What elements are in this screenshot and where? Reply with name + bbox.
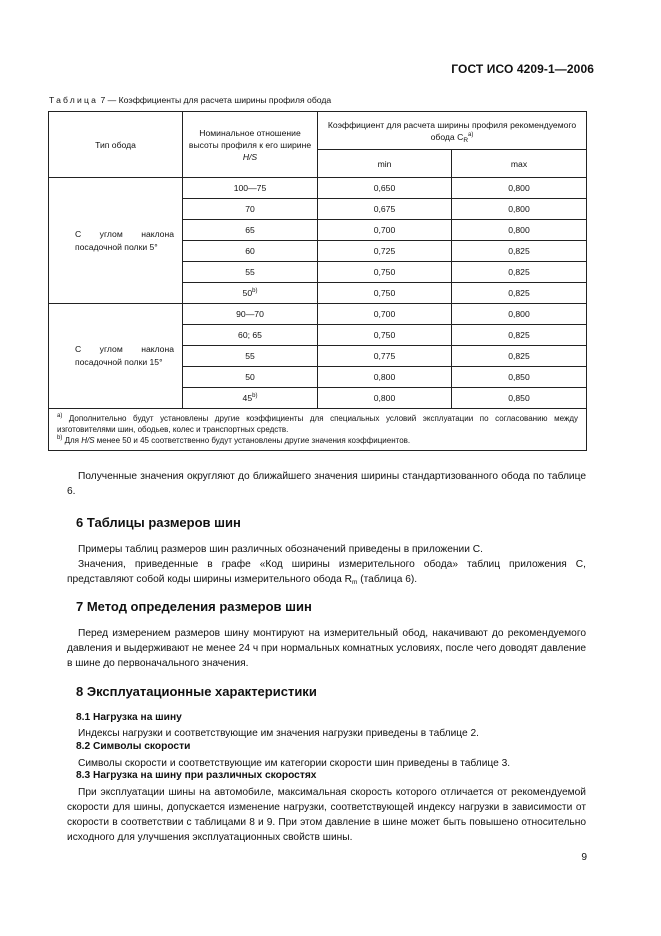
ratio-cell bbox=[183, 346, 318, 367]
min-cell: 0,800 bbox=[318, 367, 452, 388]
rim-type-cell: С углом наклона посадочной полки 15° bbox=[49, 304, 183, 409]
min-cell: 0,700 bbox=[318, 304, 452, 325]
subsection-8-3-paragraph: При эксплуатации шины на автомобиле, максимальная скорость которого отличается от рекомендуемой скорости для шины, допускается изменение нагрузки, соответствующей индексу нагрузки в зависимости от скорости в соответствии с таблицами 8 и 9. При этом давление в шине может быть повышено относительно исходного для улучшения эксплуатационных свойств шины. bbox=[67, 787, 586, 843]
ratio-value: 45 bbox=[242, 393, 253, 403]
max-cell: 0,850 bbox=[452, 388, 587, 409]
ratio-footnote-mark: b) bbox=[252, 393, 258, 399]
note-b bbox=[57, 435, 578, 446]
section-6-paragraph-1: Примеры таблиц размеров шин различных обозначений приведены в приложении С. bbox=[78, 544, 483, 555]
s6-p2-tail: (таблица 6). bbox=[357, 574, 418, 585]
table-notes-row bbox=[49, 409, 587, 451]
ratio-value: 50 bbox=[245, 372, 255, 382]
section-6-heading: 6 Таблицы размеров шин bbox=[76, 515, 241, 530]
max-cell: 0,800 bbox=[452, 178, 587, 199]
header-ratio-line2: высоты профиля к его ширине bbox=[188, 139, 312, 150]
min-cell: 0,650 bbox=[318, 178, 452, 199]
ratio-cell bbox=[183, 241, 318, 262]
header-coef-sup: a) bbox=[468, 131, 474, 138]
min-cell: 0,750 bbox=[318, 325, 452, 346]
min-cell: 0,775 bbox=[318, 346, 452, 367]
ratio-footnote-mark: b) bbox=[252, 288, 258, 294]
subsection-8-2-paragraph: Символы скорости и соответствующие им категории скорости шин приведены в таблице 3. bbox=[78, 758, 511, 769]
subsection-8-1-paragraph: Индексы нагрузки и соответствующие им значения нагрузки приведены в таблице 2. bbox=[78, 728, 479, 739]
subsection-8-3-body bbox=[67, 785, 586, 845]
header-coefficient bbox=[318, 112, 587, 150]
section-6-body bbox=[67, 542, 586, 587]
min-cell: 0,800 bbox=[318, 388, 452, 409]
header-coef-line2: обода C bbox=[430, 131, 464, 142]
ratio-value: 65 bbox=[245, 225, 255, 235]
table-notes bbox=[49, 409, 587, 451]
ratio-value: 90—70 bbox=[236, 309, 264, 319]
note-a-mark: a) bbox=[57, 413, 63, 419]
subsection-8-1-heading: 8.1 Нагрузка на шину bbox=[76, 712, 182, 723]
min-cell: 0,750 bbox=[318, 262, 452, 283]
max-cell: 0,825 bbox=[452, 346, 587, 367]
rim-type-cell: С углом наклона посадочной полки 5° bbox=[49, 178, 183, 304]
ratio-value: 55 bbox=[245, 267, 255, 277]
ratio-value: 60 bbox=[245, 246, 255, 256]
min-cell: 0,725 bbox=[318, 241, 452, 262]
table-header-row bbox=[49, 112, 587, 150]
ratio-cell bbox=[183, 199, 318, 220]
max-cell: 0,800 bbox=[452, 199, 587, 220]
table-row bbox=[49, 178, 587, 199]
table-caption-prefix: Таблица bbox=[49, 95, 99, 105]
min-cell: 0,750 bbox=[318, 283, 452, 304]
max-cell: 0,800 bbox=[452, 220, 587, 241]
table-caption bbox=[49, 95, 331, 105]
header-coef-sub: R bbox=[463, 136, 469, 144]
header-ratio-line1: Номинальное отношение bbox=[199, 127, 301, 138]
min-cell: 0,700 bbox=[318, 220, 452, 241]
note-a-text: Дополнительно будут установлены другие коэффициенты для специальных условий эксплуатации по согласованию между изготовителями шин, ободьев, колес и транспортных средств. bbox=[57, 414, 578, 434]
ratio-cell bbox=[183, 262, 318, 283]
section-8-heading: 8 Эксплуатационные характеристики bbox=[76, 684, 317, 699]
after-table-paragraph-block bbox=[67, 469, 586, 499]
section-6-paragraph-2 bbox=[67, 557, 586, 587]
ratio-cell bbox=[183, 220, 318, 241]
section-7-body bbox=[67, 626, 586, 671]
table-caption-text: 7 — Коэффициенты для расчета ширины профиля обода bbox=[100, 95, 332, 105]
note-b-italic: H/S bbox=[81, 436, 95, 445]
s6-p2-text: Значения, приведенные в графе «Код ширины измерительного обода» таблиц приложения С, представляют собой коды ширины измерительного обода R bbox=[67, 559, 586, 585]
ratio-cell bbox=[183, 367, 318, 388]
max-cell: 0,825 bbox=[452, 241, 587, 262]
table-row bbox=[49, 304, 587, 325]
max-cell: 0,850 bbox=[452, 367, 587, 388]
ratio-cell bbox=[183, 283, 318, 304]
after-table-paragraph: Полученные значения округляют до ближайшего значения ширины стандартизованного обода по таблице 6. bbox=[67, 471, 586, 497]
section-7-heading: 7 Метод определения размеров шин bbox=[76, 599, 312, 614]
note-a bbox=[57, 413, 578, 435]
ratio-value: 100—75 bbox=[233, 183, 267, 193]
subsection-8-2-body bbox=[67, 756, 586, 771]
subsection-8-3-heading: 8.3 Нагрузка на шину при различных скоростях bbox=[76, 770, 317, 781]
ratio-value: 55 bbox=[245, 351, 255, 361]
subsection-8-1-body bbox=[67, 726, 586, 741]
subsection-8-2-heading: 8.2 Символы скорости bbox=[76, 741, 191, 752]
max-cell: 0,800 bbox=[452, 304, 587, 325]
ratio-cell bbox=[183, 325, 318, 346]
coefficient-table bbox=[48, 111, 587, 451]
min-cell: 0,675 bbox=[318, 199, 452, 220]
header-min: min bbox=[318, 150, 452, 178]
s6-p2-sub: m bbox=[351, 579, 358, 586]
ratio-value: 70 bbox=[245, 204, 255, 214]
header-max: max bbox=[452, 150, 587, 178]
note-b-mark: b) bbox=[57, 435, 63, 441]
ratio-cell bbox=[183, 388, 318, 409]
header-ratio-line3: H/S bbox=[242, 151, 258, 162]
ratio-cell bbox=[183, 178, 318, 199]
ratio-cell bbox=[183, 304, 318, 325]
standard-designation: ГОСТ ИСО 4209-1—2006 bbox=[451, 62, 594, 76]
header-ratio bbox=[183, 112, 318, 178]
ratio-value: 50 bbox=[242, 288, 253, 298]
page-number: 9 bbox=[581, 852, 587, 863]
note-b-pre: Для bbox=[64, 436, 82, 445]
max-cell: 0,825 bbox=[452, 283, 587, 304]
header-rim-type: Тип обода bbox=[49, 112, 183, 178]
max-cell: 0,825 bbox=[452, 325, 587, 346]
section-7-paragraph: Перед измерением размеров шину монтируют на измерительный обод, накачивают до рекомендуемого давления и выдерживают не менее 24 ч при нормальных комнатных условиях, после чего доводят давление в шине до первоначального значения. bbox=[67, 628, 586, 669]
max-cell: 0,825 bbox=[452, 262, 587, 283]
ratio-value: 60; 65 bbox=[238, 330, 262, 340]
header-coef-line1: Коэффициент для расчета ширины профиля рекомендуемого bbox=[327, 119, 577, 130]
note-b-post: менее 50 и 45 соответственно будут установлены другие значения коэффициентов. bbox=[94, 436, 411, 445]
